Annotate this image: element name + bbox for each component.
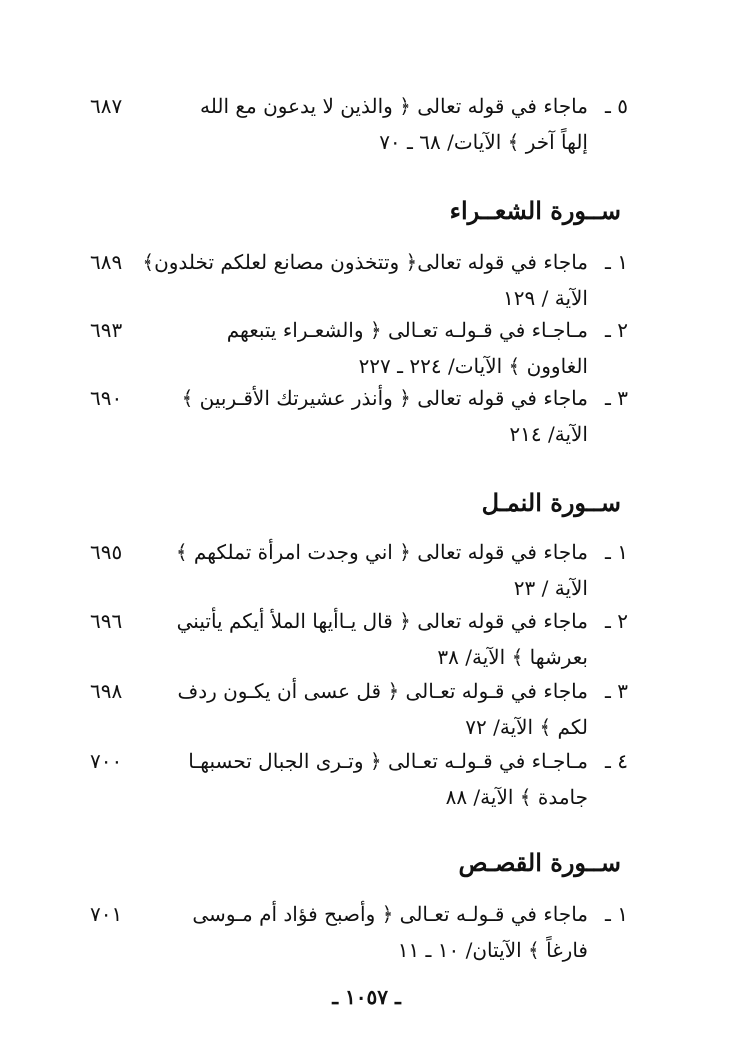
entry-text-continued: الغاوون ﴾ الآيات/ ٢٢٤ ـ ٢٢٧ — [358, 354, 588, 378]
section-heading-naml: ســورة النمـل — [481, 488, 621, 517]
entry-page-number: ٦٩٣ — [90, 318, 123, 342]
page-number-footer: ـ ١٠٥٧ ـ — [332, 985, 401, 1009]
section-heading-qasas: ســورة القصـص — [458, 848, 621, 877]
entry-page-number: ٦٩٠ — [90, 386, 123, 410]
entry-number: ١ ـ — [605, 902, 628, 926]
entry-text: ماجاء في قوله تعالى ﴿ اني وجدت امرأة تملكهم ﴾ — [175, 540, 588, 564]
entry-number: ٣ ـ — [605, 386, 628, 410]
entry-page-number: ٦٩٥ — [90, 540, 123, 564]
index-entry — [90, 380, 628, 452]
entry-text: مـاجـاء في قـولـه تعـالى ﴿ والشعـراء يتبعهم — [226, 318, 588, 342]
index-entry — [90, 896, 628, 968]
entry-text-continued: فارغاً ﴾ الآيتان/ ١٠ ـ ١١ — [397, 938, 588, 962]
entry-line-continued — [90, 639, 628, 675]
entry-line-continued — [90, 348, 628, 384]
entry-page-number: ٦٩٨ — [90, 679, 123, 703]
entry-line-continued — [90, 932, 628, 968]
entry-line — [90, 380, 628, 416]
entry-line — [90, 743, 628, 779]
entry-line — [90, 896, 628, 932]
index-entry — [90, 312, 628, 384]
entry-number: ٣ ـ — [605, 679, 628, 703]
index-entry — [90, 603, 628, 675]
entry-line-continued — [90, 124, 628, 160]
entry-line-continued — [90, 570, 628, 606]
entry-text-continued: إلهاً آخر ﴾ الآيات/ ٦٨ ـ ٧٠ — [379, 130, 588, 154]
entry-text-continued: الآية/ ٢١٤ — [509, 422, 588, 446]
entry-number: ٥ ـ — [605, 94, 628, 118]
index-entry — [90, 88, 628, 160]
entry-line-continued — [90, 280, 628, 316]
entry-text-continued: الآية / ١٢٩ — [503, 286, 588, 310]
entry-number: ٢ ـ — [605, 609, 628, 633]
section-heading-shuara: ســورة الشعــراء — [449, 196, 621, 225]
entry-text: ماجاء في قوله تعالى ﴿ والذين لا يدعون مع الله — [200, 94, 588, 118]
entry-page-number: ٧٠٠ — [90, 749, 123, 773]
entry-text-continued: جامدة ﴾ الآية/ ٨٨ — [445, 785, 588, 809]
entry-page-number: ٧٠١ — [90, 902, 123, 926]
entry-text-continued: بعرشها ﴾ الآية/ ٣٨ — [437, 645, 588, 669]
index-entry — [90, 673, 628, 745]
entry-line-continued — [90, 709, 628, 745]
entry-number: ٤ ـ — [605, 749, 628, 773]
entry-line — [90, 673, 628, 709]
entry-line-continued — [90, 779, 628, 815]
entry-text: ماجاء في قوله تعالى ﴿ قال يـاأيها الملأ أيكم يأتيني — [176, 609, 588, 633]
entry-line — [90, 603, 628, 639]
entry-text: ماجاء في قوله تعالى ﴿ وأنذر عشيرتك الأقـربين ﴾ — [181, 386, 588, 410]
entry-line — [90, 312, 628, 348]
entry-page-number: ٦٨٩ — [90, 250, 123, 274]
index-entry — [90, 244, 628, 316]
entry-text-continued: لكم ﴾ الآية/ ٧٢ — [465, 715, 588, 739]
entry-number: ١ ـ — [605, 540, 628, 564]
entry-number: ١ ـ — [605, 250, 628, 274]
entry-line — [90, 88, 628, 124]
entry-page-number: ٦٩٦ — [90, 609, 123, 633]
entry-number: ٢ ـ — [605, 318, 628, 342]
entry-line — [90, 534, 628, 570]
entry-page-number: ٦٨٧ — [90, 94, 123, 118]
entry-text: ماجاء في قـولـه تعـالى ﴿ وأصبح فؤاد أم مـوسى — [192, 902, 588, 926]
entry-text: مـاجـاء في قـولـه تعـالى ﴿ وتـرى الجبال تحسبهـا — [188, 749, 588, 773]
index-entry — [90, 534, 628, 606]
entry-line-continued — [90, 416, 628, 452]
entry-text: ماجاء في قوله تعالى﴿ وتتخذون مصانع لعلكم تخلدون﴾ — [142, 250, 588, 274]
index-entry — [90, 743, 628, 815]
entry-text-continued: الآية / ٢٣ — [513, 576, 588, 600]
entry-text: ماجاء في قـوله تعـالى ﴿ قل عسى أن يكـون ردف — [177, 679, 588, 703]
entry-line — [90, 244, 628, 280]
